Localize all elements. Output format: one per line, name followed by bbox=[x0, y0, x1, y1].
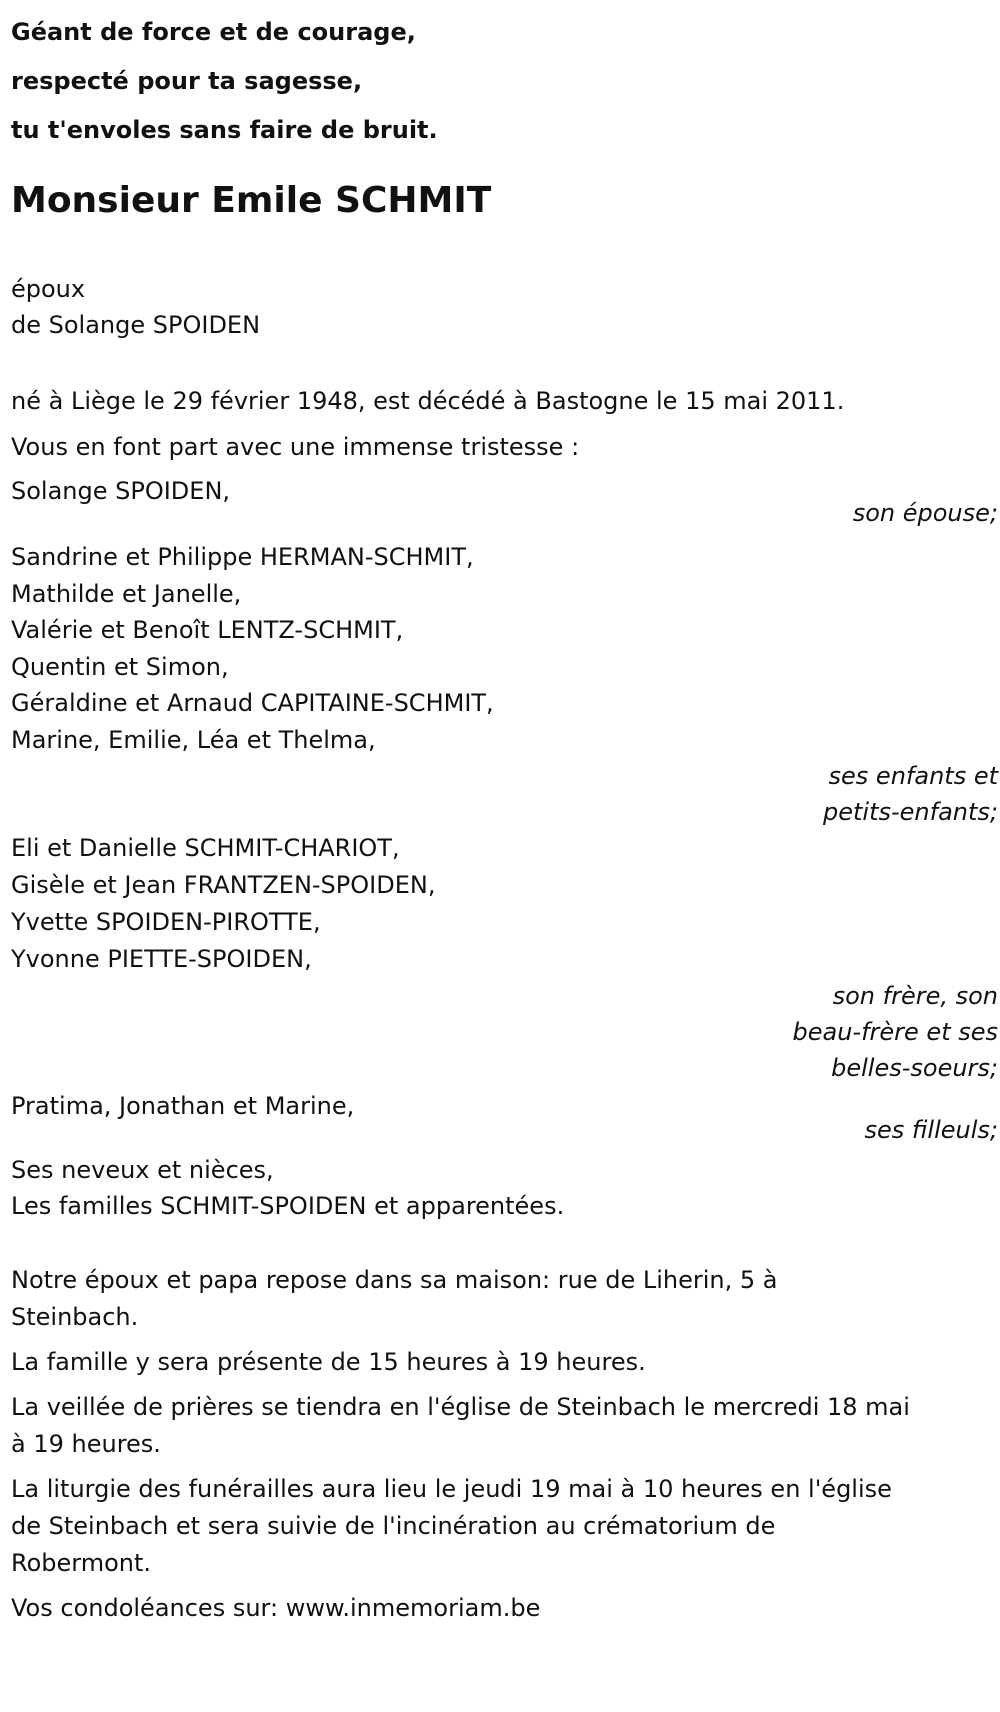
funeral-info bbox=[11, 1262, 911, 1627]
deceased-name: Monsieur Emile SCHMIT bbox=[11, 180, 492, 221]
family-group-siblings bbox=[11, 830, 998, 1086]
family-member: Yvonne PIETTE-SPOIDEN, bbox=[11, 945, 312, 973]
family-member: Eli et Danielle SCHMIT-CHARIOT, bbox=[11, 834, 400, 862]
vigil-info: La veillée de prières se tiendra en l'église de Steinbach le mercredi 18 mai à 19 heures. bbox=[11, 1393, 910, 1458]
family-group-godchildren bbox=[11, 1086, 998, 1148]
family-presence: La famille y sera présente de 15 heures à 19 heures. bbox=[11, 1348, 646, 1376]
family-member: Sandrine et Philippe HERMAN-SCHMIT, bbox=[11, 543, 474, 571]
poem-line: tu t'envoles sans faire de bruit. bbox=[11, 116, 438, 144]
family-group-children bbox=[11, 539, 998, 830]
spouse-label: époux bbox=[11, 275, 86, 303]
family-member: Les familles SCHMIT-SPOIDEN et apparentées. bbox=[11, 1192, 565, 1220]
family-member: Géraldine et Arnaud CAPITAINE-SCHMIT, bbox=[11, 689, 494, 717]
birth-death-statement: né à Liège le 29 février 1948, est décédé à Bastogne le 15 mai 2011. bbox=[11, 387, 845, 415]
family-member: Gisèle et Jean FRANTZEN-SPOIDEN, bbox=[11, 871, 436, 899]
family-member: Solange SPOIDEN, bbox=[11, 477, 231, 505]
rest-location: Notre époux et papa repose dans sa maison: rue de Liherin, 5 à Steinbach. bbox=[11, 1266, 778, 1331]
family-role: petits-enfants; bbox=[823, 798, 998, 826]
family-role: ses enfants et bbox=[828, 762, 998, 790]
family-group-others bbox=[11, 1152, 998, 1224]
family-member: Pratima, Jonathan et Marine, bbox=[11, 1092, 355, 1120]
spouse-name: de Solange SPOIDEN bbox=[11, 311, 261, 339]
condolences-link[interactable]: Vos condoléances sur: www.inmemoriam.be bbox=[11, 1594, 541, 1622]
poem bbox=[11, 0, 998, 155]
family-member: Valérie et Benoît LENTZ-SCHMIT, bbox=[11, 616, 404, 644]
family-role: belles-soeurs; bbox=[831, 1054, 998, 1082]
poem-line: Géant de force et de courage, bbox=[11, 18, 416, 46]
family-role: ses filleuls; bbox=[864, 1116, 998, 1144]
funeral-liturgy: La liturgie des funérailles aura lieu le jeudi 19 mai à 10 heures en l'église de Steinbach et sera suivie de l'incinération au crématorium de Robermont. bbox=[11, 1475, 892, 1577]
family-member: Mathilde et Janelle, bbox=[11, 579, 242, 608]
family-member: Ses neveux et nièces, bbox=[11, 1156, 274, 1184]
family-group-spouse bbox=[11, 473, 998, 531]
poem-line: respecté pour ta sagesse, bbox=[11, 67, 363, 95]
family-member: Yvette SPOIDEN-PIROTTE, bbox=[11, 908, 321, 936]
family-role: son épouse; bbox=[852, 499, 998, 527]
family-member: Quentin et Simon, bbox=[11, 652, 229, 681]
announcement-text: Vous en font part avec une immense tristesse : bbox=[11, 433, 580, 461]
family-role: beau-frère et ses bbox=[792, 1018, 998, 1046]
family-role: son frère, son bbox=[832, 982, 998, 1010]
family-member: Marine, Emilie, Léa et Thelma, bbox=[11, 725, 376, 754]
